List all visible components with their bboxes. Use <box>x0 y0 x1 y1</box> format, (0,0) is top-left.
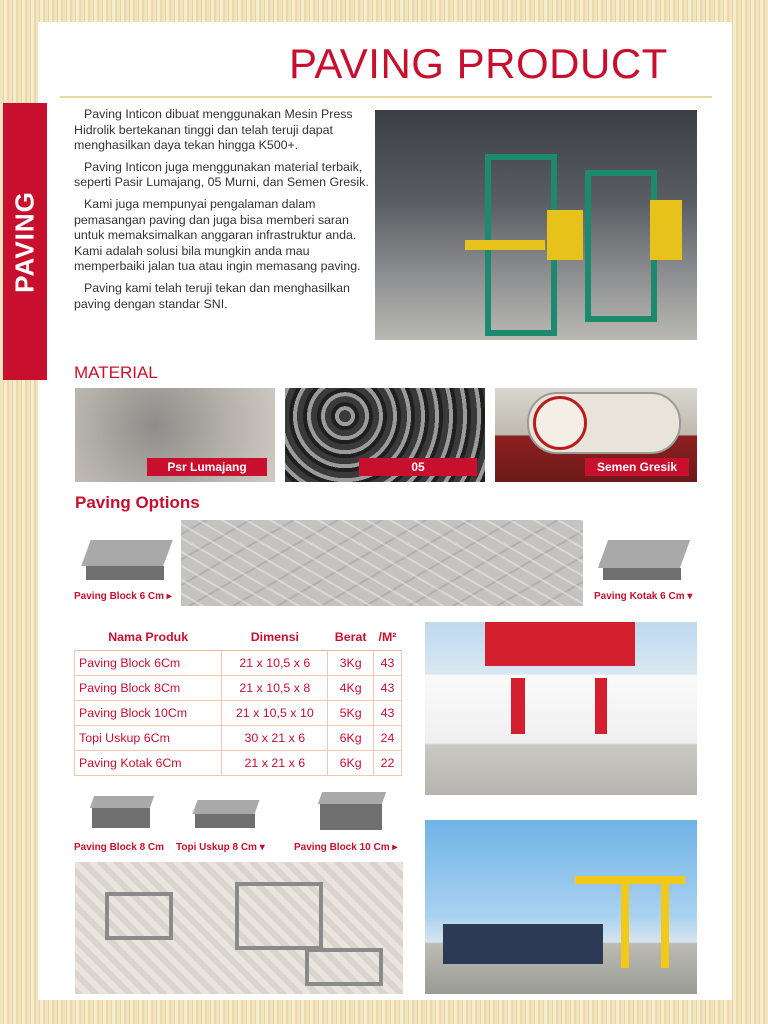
building-red-facade <box>485 622 635 666</box>
table-cell: 21 x 10,5 x 6 <box>222 651 328 676</box>
options-heading: Paving Options <box>75 493 200 512</box>
table-cell: 21 x 10,5 x 10 <box>222 701 328 726</box>
cement-logo <box>533 396 587 450</box>
paving-block-6-image <box>86 540 168 582</box>
table-cell: 43 <box>373 651 401 676</box>
table-header: Dimensi <box>222 624 328 651</box>
side-tab-label: PAVING <box>9 190 40 293</box>
paving-kotak-6-image <box>603 540 685 582</box>
material-gravel-photo <box>285 388 485 482</box>
patterned-pavement-photo <box>75 862 403 994</box>
table-cell: 22 <box>373 751 401 776</box>
table-cell: 6Kg <box>328 726 374 751</box>
table-header: Nama Produk <box>75 624 222 651</box>
building-red-pillar <box>595 678 607 734</box>
table-cell: 5Kg <box>328 701 374 726</box>
machine-frame <box>585 170 657 322</box>
building-red-pillar <box>511 678 525 734</box>
crane-leg <box>661 876 669 968</box>
table-cell: 43 <box>373 701 401 726</box>
table-cell: 30 x 21 x 6 <box>222 726 328 751</box>
title-rule <box>60 96 712 98</box>
table-cell: Paving Block 8Cm <box>75 676 222 701</box>
table-header: /M² <box>373 624 401 651</box>
table-header: Berat <box>328 624 374 651</box>
brick-pavement-photo <box>181 520 583 606</box>
table-row <box>75 751 402 776</box>
port-photo <box>425 820 697 994</box>
paving-block-8-image <box>92 796 152 830</box>
paving-block-10-label: Paving Block 10 Cm ▸ <box>294 842 398 853</box>
table-row <box>75 726 402 751</box>
material-caption: Semen Gresik <box>585 458 689 476</box>
table-row <box>75 651 402 676</box>
material-heading: MATERIAL <box>74 363 158 382</box>
side-tab <box>3 103 47 380</box>
material-caption: 05 <box>359 458 477 476</box>
paving-block-6-label: Paving Block 6 Cm ▸ <box>74 591 172 602</box>
paving-block-8-label: Paving Block 8 Cm <box>74 842 165 853</box>
crane-leg <box>621 876 629 968</box>
material-caption: Psr Lumajang <box>147 458 267 476</box>
table-cell: Paving Block 6Cm <box>75 651 222 676</box>
machine-conveyor <box>465 240 545 250</box>
machine-press <box>650 200 682 260</box>
table-header-row <box>75 624 402 651</box>
intro-paragraph: Kami juga mempunyai pengalaman dalam pemasangan paving dan juga bisa memberi saran untuk memaksimalkan anggaran infrastruktur anda. Kami adalah solusi bila mungkin anda mau memperbaiki jalan tua atau ingin memasang paving. <box>74 196 361 274</box>
table-cell: 43 <box>373 676 401 701</box>
table-cell: 24 <box>373 726 401 751</box>
table-cell: 6Kg <box>328 751 374 776</box>
factory-machine-photo <box>375 110 697 340</box>
table-row <box>75 676 402 701</box>
topi-uskup-8-image <box>195 800 257 830</box>
table-cell: 4Kg <box>328 676 374 701</box>
table-cell: 3Kg <box>328 651 374 676</box>
table-cell: Topi Uskup 6Cm <box>75 726 222 751</box>
table-cell: 21 x 21 x 6 <box>222 751 328 776</box>
intro-paragraph: Paving Inticon dibuat menggunakan Mesin Press Hidrolik bertekanan tinggi dan telah teruji dapat menghasilkan daya tekan hingga K500+. <box>74 107 353 153</box>
page-title: PAVING PRODUCT <box>289 40 668 87</box>
paving-block-10-image <box>320 792 384 832</box>
intro-paragraph: Paving Inticon juga menggunakan material terbaik, seperti Pasir Lumajang, 05 Murni, dan Semen Gresik. <box>74 159 369 190</box>
intro-text <box>74 107 372 318</box>
table-row <box>75 701 402 726</box>
cargo-ship <box>443 924 603 964</box>
intro-paragraph: Paving kami telah teruji tekan dan menghasilkan paving dengan standar SNI. <box>74 280 350 311</box>
machine-press <box>547 210 583 260</box>
paving-kotak-6-label: Paving Kotak 6 Cm ▾ <box>594 591 693 602</box>
material-sand-photo <box>75 388 275 482</box>
material-cement-photo <box>495 388 697 482</box>
topi-uskup-8-label: Topi Uskup 8 Cm ▾ <box>176 842 265 853</box>
table-cell: 21 x 10,5 x 8 <box>222 676 328 701</box>
product-table <box>74 624 402 776</box>
table-cell: Paving Kotak 6Cm <box>75 751 222 776</box>
building-photo <box>425 622 697 795</box>
table-cell: Paving Block 10Cm <box>75 701 222 726</box>
